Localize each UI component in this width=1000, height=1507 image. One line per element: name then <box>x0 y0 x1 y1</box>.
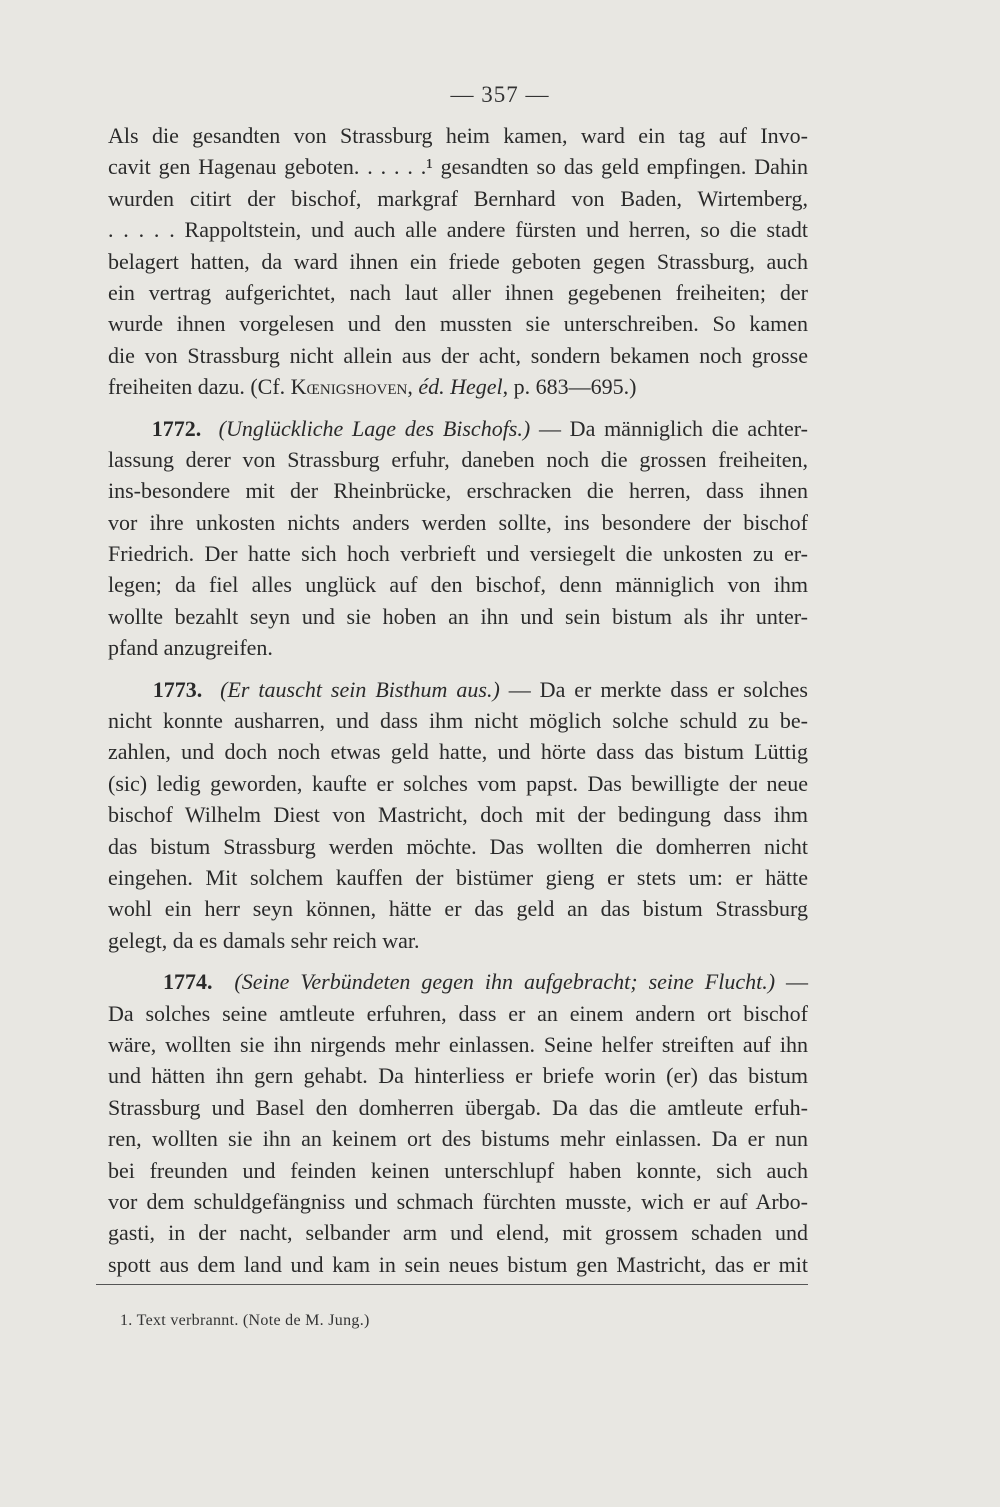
body-text <box>108 120 808 1280</box>
text-line: bei freunden und feinden keinen unterschlupf haben konnte, sich auch <box>108 1157 808 1183</box>
text-line: ein vertrag aufgerichtet, nach laut aller ihnen gegebenen freiheiten; der <box>108 279 808 305</box>
text-line: eingehen. Mit solchem kauffen der bistümer gieng er stets um: er hätte <box>108 864 808 890</box>
text-line: legen; da fiel alles unglück auf den bischof, denn männiglich von ihm <box>108 572 808 598</box>
entry-heading-rest: — Da er merkte dass er solches <box>499 676 808 702</box>
entry-heading-line <box>108 674 808 705</box>
text-line: die von Strassburg nicht allein aus der acht, sondern bekamen noch grosse <box>108 342 808 368</box>
text-line: ren, wollten sie ihn an keinem ort des bistums mehr einlassen. Da er nun <box>108 1126 808 1152</box>
text-line: vor dem schuldgefängniss und schmach fürchten musste, wich er auf Arbo- <box>108 1188 808 1214</box>
entry-number: 1773. <box>152 676 203 702</box>
text-line: spott aus dem land und kam in sein neues bistum gen Mastricht, das er mit <box>108 1251 808 1277</box>
text-line: gasti, in der nacht, selbander arm und elend, mit grossem schaden und <box>108 1220 808 1246</box>
text-line: Da solches seine amtleute erfuhren, dass er an einem andern ort bischof <box>108 1000 808 1026</box>
text-line: zahlen, und doch noch etwas geld hatte, und hörte dass das bistum Lüttig <box>108 739 808 765</box>
text-line: ins-besondere mit der Rheinbrücke, erschracken die herren, dass ihnen <box>108 478 808 504</box>
text-line: Als die gesandten von Strassburg heim kamen, ward ein tag auf Invo- <box>108 123 808 148</box>
text-line: nicht konnte ausharren, und dass ihm nicht möglich solche schuld zu be- <box>108 708 808 734</box>
text-line: und hätten ihn gern gehabt. Da hinterliess er briefe worin (er) das bistum <box>108 1063 808 1089</box>
text-line: belagert hatten, da ward ihnen ein friede geboten gegen Strassburg, auch <box>108 248 808 274</box>
entry-title: (Er tauscht sein Bisthum aus.) <box>220 676 500 702</box>
text-line: (sic) ledig geworden, kaufte er solches vom papst. Das bewilligte der neue <box>108 770 808 796</box>
text-line: lassung derer von Strassburg erfuhr, daneben noch die grossen freiheiten, <box>108 446 808 472</box>
text-line: Friedrich. Der hatte sich hoch verbrieft und versiegelt die unkosten zu er- <box>108 541 808 567</box>
page-number: — 357 — <box>450 82 550 107</box>
text-line: bischof Wilhelm Diest von Mastricht, doch mit der bedingung dass ihm <box>108 802 808 828</box>
text-line: gelegt, da es damals sehr reich war. <box>108 927 420 953</box>
entry-title: (Seine Verbündeten gegen ihn aufgebracht; seine Flucht.) <box>234 969 776 995</box>
footnote: 1. Text verbrannt. (Note de M. Jung.) <box>120 1312 370 1329</box>
text-line: wollte bezahlt seyn und sie hoben an ihn und sein bistum als ihr unter- <box>108 603 808 629</box>
text-line: wäre, wollten sie ihn nirgends mehr einlassen. Seine helfer streiften auf ihn <box>108 1031 808 1057</box>
entry-number: 1774. <box>162 969 213 995</box>
citation-author: Kœnigshoven <box>290 374 408 400</box>
citation-edition: éd. Hegel <box>418 374 503 400</box>
paragraph-intro <box>108 120 808 403</box>
text-line: wurden citirt der bischof, markgraf Bernhard von Baden, Wirtemberg, <box>108 185 808 211</box>
entry-title: (Unglückliche Lage des Bischofs.) <box>218 415 531 441</box>
entry-heading-line <box>108 966 808 997</box>
entry-heading-rest: — Da männiglich die achter- <box>530 415 809 441</box>
entry-heading-line <box>108 413 808 444</box>
text-line: . . . . . Rappoltstein, und auch alle andere fürsten und herren, so die stadt <box>108 217 808 243</box>
text-line: pfand anzugreifen. <box>108 635 273 661</box>
citation-mid: , <box>407 374 419 400</box>
text-line: wohl ein herr seyn können, hätte er das geld an das bistum Strassburg <box>108 896 808 922</box>
text-line-citation <box>108 371 808 402</box>
text-line: vor ihre unkosten nichts anders werden sollte, ins besondere der bischof <box>108 509 808 535</box>
entry-1774 <box>108 966 808 1280</box>
citation-post: , p. 683—695.) <box>502 374 637 400</box>
entry-1773 <box>108 674 808 957</box>
citation-pre: freiheiten dazu. (Cf. <box>108 374 291 400</box>
entry-heading-rest: — <box>775 969 809 995</box>
entry-number: 1772. <box>151 415 202 441</box>
text-line: das bistum Strassburg werden möchte. Das wollten die domherren nicht <box>108 833 808 859</box>
entry-1772 <box>108 413 808 664</box>
text-line: wurde ihnen vorgelesen und den mussten sie unterschreiben. So kamen <box>108 311 808 337</box>
text-line: cavit gen Hagenau geboten. . . . . .¹ gesandten so das geld empfingen. Dahin <box>108 154 808 180</box>
text-line: Strassburg und Basel den domherren übergab. Da das die amtleute erfuh- <box>108 1094 808 1120</box>
footnote-divider <box>96 1284 808 1285</box>
